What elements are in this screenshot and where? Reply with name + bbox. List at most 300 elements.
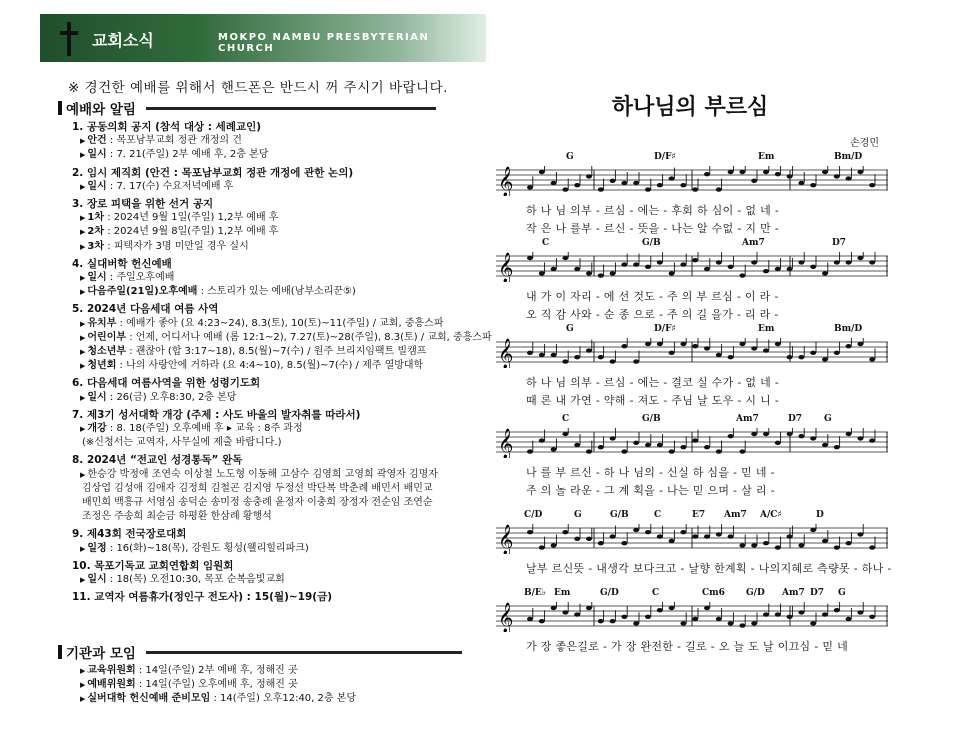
chord-symbol: C/D xyxy=(524,510,543,520)
header-title: 교회소식 xyxy=(92,31,154,50)
note-head xyxy=(822,539,828,543)
note-head xyxy=(680,183,686,187)
note-head xyxy=(704,534,710,538)
note-head xyxy=(680,342,686,346)
note-head xyxy=(728,621,734,625)
chord-symbol: G/B xyxy=(642,238,661,248)
note-head xyxy=(810,528,816,532)
section-title-worship: 예배와 알림 xyxy=(58,98,436,118)
note-head xyxy=(633,528,639,532)
note-head xyxy=(621,181,627,185)
treble-clef-icon: 𝄞 xyxy=(498,339,514,368)
announcement-item xyxy=(72,302,492,373)
bullet-arrow-icon: ▶ xyxy=(80,228,86,237)
announcement-detail: ▶ 안건 : 목포남부교회 정관 개정의 건 xyxy=(80,135,242,147)
note-head xyxy=(739,623,745,627)
bullet-arrow-icon: ▶ xyxy=(80,362,86,371)
lyric-line: 가 장 좋은길로 - 가 장 완전한 - 길로 - 오 늘 도 날 이끄심 - 믿 네 xyxy=(526,640,848,653)
note-head xyxy=(763,170,769,174)
announcement-item xyxy=(72,197,492,254)
announcement-heading: 11. 교역자 여름휴가(정인구 전도사) : 15(월)~19(금) xyxy=(72,591,333,604)
announcement-detail: ▶ 일시 : 26(금) 오후8:30, 2층 본당 xyxy=(80,391,237,403)
note-head xyxy=(657,260,663,264)
note-head xyxy=(527,449,533,453)
note-head xyxy=(562,256,568,260)
note-head xyxy=(704,267,710,271)
note-head xyxy=(869,183,875,187)
note-head xyxy=(834,174,840,178)
announcement-item xyxy=(72,376,492,404)
note-head xyxy=(728,355,734,359)
note-head xyxy=(598,445,604,449)
chord-symbol: D7 xyxy=(788,414,803,424)
note-head xyxy=(680,445,686,449)
note-head xyxy=(810,436,816,440)
note-head xyxy=(574,537,580,541)
note-head xyxy=(692,258,698,262)
note-head xyxy=(857,436,863,440)
chord-line xyxy=(496,588,888,602)
announcement-detail: ▶ 2차 : 2024년 9월 8일(주일) 1,2부 예배 후 xyxy=(80,226,279,238)
note-head xyxy=(551,181,557,185)
chord-symbol: Am7 xyxy=(742,238,765,248)
note-head xyxy=(539,170,545,174)
note-head xyxy=(869,545,875,549)
chord-symbol: Am7 xyxy=(782,588,805,598)
note-head xyxy=(846,260,852,264)
note-head xyxy=(739,170,745,174)
chord-symbol: D/F♯ xyxy=(654,152,676,162)
bullet-arrow-icon: ▶ xyxy=(80,214,86,223)
lyric-line: 작 은 나 를부 - 르신 - 뜻을 - 나는 알 수없 - 지 만 - xyxy=(526,222,780,235)
lyric-line: 하 나 님 의부 - 르심 - 에는 - 결코 실 수가 - 없 네 - xyxy=(526,376,780,389)
note-head xyxy=(680,621,686,625)
note-head xyxy=(669,176,675,180)
chord-symbol: E7 xyxy=(692,510,706,520)
announcement-heading: 3. 장로 피택을 위한 선거 공지 xyxy=(72,198,214,211)
note-head xyxy=(645,265,651,269)
note-head xyxy=(539,353,545,357)
note-head xyxy=(657,183,663,187)
announcement-heading: 7. 제3기 성서대학 개강 (주제 : 사도 바울의 발자취를 따라서) xyxy=(72,408,361,421)
note-head xyxy=(610,436,616,440)
note-head xyxy=(763,348,769,352)
chord-symbol: G/B xyxy=(642,414,661,424)
note-head xyxy=(680,262,686,266)
lyric-line: 오 직 감 사와 - 순 종 으로 - 주 의 길 을가 - 리 라 - xyxy=(526,308,779,321)
note-head xyxy=(810,621,816,625)
note-head xyxy=(621,541,627,545)
note-head xyxy=(822,271,828,275)
note-head xyxy=(704,445,710,449)
chord-symbol: G xyxy=(566,324,574,334)
chord-symbol: Em xyxy=(554,588,571,598)
note-head xyxy=(846,541,852,545)
note-head xyxy=(645,615,651,619)
note-head xyxy=(586,271,592,275)
note-head xyxy=(551,267,557,271)
announcement-detail: ▶ 다음주일(21일)오후예배 : 스토리가 있는 예배(남부소리꾼⑤) xyxy=(80,286,356,298)
note-head xyxy=(751,432,757,436)
chord-symbol: D7 xyxy=(810,588,825,598)
note-head xyxy=(834,445,840,449)
note-head xyxy=(857,256,863,260)
note-head xyxy=(669,449,675,453)
note-head xyxy=(586,537,592,541)
note-head xyxy=(574,443,580,447)
bullet-arrow-icon: ▶ xyxy=(80,137,86,146)
note-head xyxy=(645,187,651,191)
chord-symbol: G xyxy=(824,414,832,424)
note-head xyxy=(716,449,722,453)
staff-lines xyxy=(496,166,888,196)
note-head xyxy=(857,532,863,536)
note-head xyxy=(633,621,639,625)
lyric-line: 주 의 놀 라운 - 그 계 획을 - 나는 믿 으며 - 살 리 - xyxy=(526,484,775,497)
note-head xyxy=(692,187,698,191)
note-head xyxy=(739,449,745,453)
note-head xyxy=(692,344,698,348)
chord-line xyxy=(496,152,888,166)
note-head xyxy=(586,606,592,610)
announcement-item xyxy=(72,453,492,524)
chord-symbol: D7 xyxy=(832,238,847,248)
note-head xyxy=(621,344,627,348)
chord-symbol: Bm/D xyxy=(834,324,863,334)
note-head xyxy=(692,617,698,621)
group-meeting-item: ▶ 교육위원회 : 14일(주일) 2부 예배 후, 정해진 곳 xyxy=(80,665,298,676)
note-head xyxy=(751,346,757,350)
note-head xyxy=(610,359,616,363)
announcement-item xyxy=(72,257,492,300)
note-head xyxy=(728,534,734,538)
note-head xyxy=(562,187,568,191)
chord-symbol: C xyxy=(542,238,550,248)
note-head xyxy=(798,434,804,438)
chord-symbol: G xyxy=(838,588,846,598)
note-head xyxy=(586,174,592,178)
note-head xyxy=(621,615,627,619)
note-head xyxy=(739,273,745,277)
section-title-groups: 기관과 모임 xyxy=(58,642,462,662)
treble-clef-icon: 𝄞 xyxy=(498,525,514,554)
note-head xyxy=(869,438,875,442)
note-head xyxy=(574,267,580,271)
note-head xyxy=(846,176,852,180)
note-head xyxy=(551,353,557,357)
announcement-heading: 9. 제43회 전국장로대회 xyxy=(72,528,187,541)
note-head xyxy=(645,530,651,534)
announcement-detail: ▶ 일시 : 7. 21(주일) 2부 예배 후, 2층 본당 xyxy=(80,149,269,161)
note-head xyxy=(610,179,616,183)
announcement-item xyxy=(72,408,492,451)
note-head xyxy=(810,351,816,355)
chord-symbol: G xyxy=(574,510,582,520)
announcement-heading: 1. 공동의회 공지 (참석 대상 : 세례교인) xyxy=(72,121,262,133)
announcement-heading: 4. 실대버학 헌신예배 xyxy=(72,257,172,270)
staff-lines xyxy=(496,602,888,632)
header-banner xyxy=(40,14,486,62)
announcement-heading: 8. 2024년 “전교인 성경통독” 완독 xyxy=(72,454,243,467)
note-head xyxy=(610,534,616,538)
note-head xyxy=(751,543,757,547)
note-head xyxy=(574,612,580,616)
bullet-arrow-icon: ▶ xyxy=(80,695,86,703)
note-head xyxy=(539,619,545,623)
chord-symbol: C xyxy=(652,588,660,598)
chord-symbol: A/C♯ xyxy=(760,510,782,520)
note-head xyxy=(728,170,734,174)
note-head xyxy=(598,541,604,545)
note-head xyxy=(645,443,651,447)
chord-symbol: G/D xyxy=(600,588,619,598)
note-head xyxy=(751,260,757,264)
bullet-arrow-icon: ▶ xyxy=(80,348,86,357)
reader-names-line: 조정은 주송희 최순금 하평환 한삼례 황행석 xyxy=(82,511,272,523)
note-head xyxy=(657,342,663,346)
lyric-line: 날부 르신뜻 - 내생각 보다크고 - 날향 한계획 - 나의지혜로 측량못 - 하나 - xyxy=(526,562,892,575)
bullet-arrow-icon: ▶ xyxy=(80,544,86,553)
treble-clef-icon: 𝄞 xyxy=(498,603,514,632)
song-composer: 손경민 xyxy=(850,138,879,149)
note-head xyxy=(822,612,828,616)
note-head xyxy=(810,265,816,269)
chord-symbol: Em xyxy=(758,152,775,162)
announcement-detail: ▶ 일시 : 7. 17(수) 수요저녁예배 후 xyxy=(80,180,234,192)
note-head xyxy=(704,346,710,350)
note-head xyxy=(798,610,804,614)
lyric-line: 나 를 부 르신 - 하 나 님의 - 신실 하 심을 - 믿 네 - xyxy=(526,466,775,479)
phone-notice: ※ 경건한 예배를 위해서 핸드폰은 반드시 꺼 주시기 바랍니다. xyxy=(68,80,448,96)
note-head xyxy=(775,545,781,549)
note-head xyxy=(551,447,557,451)
note-head xyxy=(598,273,604,277)
announcement-detail: ▶ 3차 : 피택자가 3명 미만일 경우 실시 xyxy=(80,240,249,252)
note-head xyxy=(633,441,639,445)
note-head xyxy=(846,432,852,436)
announcement-heading: 2. 임시 제직회 (안건 : 목포남부교회 정관 개정에 관한 논의) xyxy=(72,166,354,179)
note-head xyxy=(610,271,616,275)
note-head xyxy=(810,183,816,187)
note-head xyxy=(657,608,663,612)
note-head xyxy=(586,449,592,453)
note-head xyxy=(857,342,863,346)
announcement-item xyxy=(72,559,492,587)
bullet-arrow-icon: ▶ xyxy=(80,274,86,283)
announcement-list xyxy=(72,120,492,608)
note-head xyxy=(846,344,852,348)
note-head xyxy=(610,619,616,623)
bullet-arrow-icon: ▶ xyxy=(80,681,86,689)
note-head xyxy=(669,606,675,610)
note-head xyxy=(763,432,769,436)
note-head xyxy=(798,260,804,264)
bullet-arrow-icon: ▶ xyxy=(80,288,86,297)
chord-line xyxy=(496,238,888,252)
note-head xyxy=(716,532,722,536)
announcement-item xyxy=(72,166,492,194)
bullet-arrow-icon: ▶ xyxy=(80,393,86,402)
note-head xyxy=(728,265,734,269)
announcement-detail: ▶ 일정 : 16(화)~18(목), 강원도 횡성(웰리힐리파크) xyxy=(80,542,309,554)
chord-symbol: D xyxy=(816,510,824,520)
chord-symbol: G/B xyxy=(610,510,629,520)
announcement-detail: ▶ 청년회 : 나의 사랑안에 거하라 (요 4:4~10), 8.5(월)~7(수) / 제주 열방대학 xyxy=(80,360,424,372)
bullet-arrow-icon: ▶ xyxy=(80,319,86,328)
note-head xyxy=(527,617,533,621)
note-head xyxy=(869,357,875,361)
note-head xyxy=(574,183,580,187)
note-head xyxy=(763,269,769,273)
note-head xyxy=(704,606,710,610)
note-head xyxy=(822,170,828,174)
note-head xyxy=(657,443,663,447)
chord-symbol: Am7 xyxy=(724,510,747,520)
note-head xyxy=(562,530,568,534)
note-head xyxy=(834,351,840,355)
note-head xyxy=(562,432,568,436)
announcement-detail: ▶ 개강 : 8. 18(주일) 오후예배 후 ▸ 교육 : 8주 과정 xyxy=(80,423,303,435)
announcement-detail: ▶ 유치부 : 예배가 좋아 (요 4:23~24), 8.3(토), 10(토)~11(주일) / 교회, 중흥스파 xyxy=(80,317,444,329)
note-head xyxy=(763,541,769,545)
note-head xyxy=(728,434,734,438)
announcement-detail: ▶ 일시 : 주일오후예배 xyxy=(80,272,175,284)
group-meeting-item: ▶ 실버대학 헌신예배 준비모임 : 14(주일) 오후12:40, 2층 본당 xyxy=(80,693,357,704)
note-head xyxy=(692,438,698,442)
note-head xyxy=(680,530,686,534)
note-head xyxy=(775,342,781,346)
chord-symbol: C xyxy=(654,510,662,520)
note-head xyxy=(574,355,580,359)
note-head xyxy=(739,342,745,346)
church-name: MOKPO NAMBU PRESBYTERIAN CHURCH xyxy=(218,32,430,54)
note-head xyxy=(869,260,875,264)
announcement-item xyxy=(72,120,492,163)
note-head xyxy=(621,449,627,453)
note-head xyxy=(527,256,533,260)
chord-line xyxy=(496,324,888,338)
note-head xyxy=(539,438,545,442)
note-head xyxy=(692,534,698,538)
note-head xyxy=(834,260,840,264)
group-meeting-item: ▶ 예배위원회 : 14일(주일) 오후예배 후, 정해진 곳 xyxy=(80,679,298,690)
note-head xyxy=(598,187,604,191)
note-head xyxy=(704,172,710,176)
announcement-note: (※신청서는 교역자, 사무실에 제출 바랍니다.) xyxy=(82,437,282,449)
announcement-item xyxy=(72,590,492,604)
announcement-detail: ▶ 청소년부 : 괜찮아 (합 3:17~18), 8.5(월)~7(수) / 원주 브리지임팩트 빌캠프 xyxy=(80,346,427,358)
reader-names-line: 배민희 백흥규 서영심 송덕순 송미정 송충례 윤정자 이충희 장정자 전순임 조연순 xyxy=(82,497,433,509)
note-head xyxy=(846,617,852,621)
note-head xyxy=(798,543,804,547)
lyric-line: 하 나 님 의부 - 르심 - 에는 - 후회 하 심이 - 없 네 - xyxy=(526,204,780,217)
bullet-arrow-icon: ▶ xyxy=(80,333,86,342)
treble-clef-icon: 𝄞 xyxy=(498,429,514,458)
note-head xyxy=(551,606,557,610)
chord-line xyxy=(496,510,888,524)
note-head xyxy=(751,621,757,625)
note-head xyxy=(869,615,875,619)
hymn-page xyxy=(490,40,890,720)
note-head xyxy=(633,359,639,363)
chord-symbol: G xyxy=(566,152,574,162)
note-head xyxy=(857,610,863,614)
note-head xyxy=(822,357,828,361)
bullet-arrow-icon: ▶ xyxy=(80,425,86,434)
bullet-arrow-icon: ▶ xyxy=(80,242,86,251)
announcement-detail: ▶ 한승강 박정애 조연숙 이상철 노도형 이동해 고삼수 김영희 고영희 곽영자 김명자 xyxy=(80,468,438,480)
staff-lines xyxy=(496,428,888,458)
chord-symbol: G/D xyxy=(746,588,765,598)
bullet-arrow-icon: ▶ xyxy=(80,182,86,191)
note-head xyxy=(822,443,828,447)
note-head xyxy=(669,539,675,543)
announcement-detail: ▶ 1차 : 2024년 9월 1일(주일) 1,2부 예배 후 xyxy=(80,212,279,224)
note-head xyxy=(798,355,804,359)
staff-lines xyxy=(496,524,888,554)
chord-symbol: C xyxy=(562,414,570,424)
announcement-detail: ▶ 일시 : 18(목) 오전10:30, 목포 순복음빛교회 xyxy=(80,574,285,586)
bulletin-page xyxy=(40,14,492,734)
note-head xyxy=(562,610,568,614)
note-head xyxy=(775,441,781,445)
note-head xyxy=(751,179,757,183)
chord-symbol: Am7 xyxy=(736,414,759,424)
chord-symbol: Bm/D xyxy=(834,152,863,162)
bullet-arrow-icon: ▶ xyxy=(80,470,86,479)
note-head xyxy=(621,262,627,266)
note-head xyxy=(598,355,604,359)
note-head xyxy=(633,181,639,185)
lyric-line: 때 론 내 가연 - 약해 - 져도 - 주님 날 도우 - 시 니 - xyxy=(526,394,780,407)
note-head xyxy=(716,353,722,357)
note-head xyxy=(739,543,745,547)
note-head xyxy=(586,348,592,352)
note-head xyxy=(834,545,840,549)
note-head xyxy=(527,351,533,355)
note-head xyxy=(633,262,639,266)
chord-symbol: D/F♯ xyxy=(654,324,676,334)
note-head xyxy=(539,271,545,275)
announcement-heading: 10. 목포기독교 교회연합회 임원회 xyxy=(72,559,234,572)
note-head xyxy=(857,170,863,174)
note-head xyxy=(657,534,663,538)
staff-lines xyxy=(496,252,888,282)
treble-clef-icon: 𝄞 xyxy=(498,167,514,196)
note-head xyxy=(763,612,769,616)
lyric-line: 내 가 이 자리 - 에 선 것도 - 주 의 부 르심 - 이 라 - xyxy=(526,290,779,303)
bullet-arrow-icon: ▶ xyxy=(80,667,86,675)
announcement-heading: 5. 2024년 다음세대 여름 사역 xyxy=(72,303,219,316)
chord-symbol: B/E♭ xyxy=(524,588,546,598)
note-head xyxy=(539,545,545,549)
note-head xyxy=(551,543,557,547)
note-head xyxy=(775,612,781,616)
note-head xyxy=(716,187,722,191)
note-head xyxy=(775,267,781,271)
staff-lines xyxy=(496,338,888,368)
announcement-heading: 6. 다음세대 여름사역을 위한 성령기도회 xyxy=(72,377,261,390)
note-head xyxy=(645,342,651,346)
note-head xyxy=(598,619,604,623)
announcement-item xyxy=(72,527,492,555)
chord-symbol: Cm6 xyxy=(702,588,725,598)
bullet-arrow-icon: ▶ xyxy=(80,576,86,585)
song-title: 하나님의 부르심 xyxy=(611,95,769,120)
cross-icon xyxy=(60,22,78,56)
bullet-arrow-icon: ▶ xyxy=(80,151,86,160)
note-head xyxy=(716,260,722,264)
